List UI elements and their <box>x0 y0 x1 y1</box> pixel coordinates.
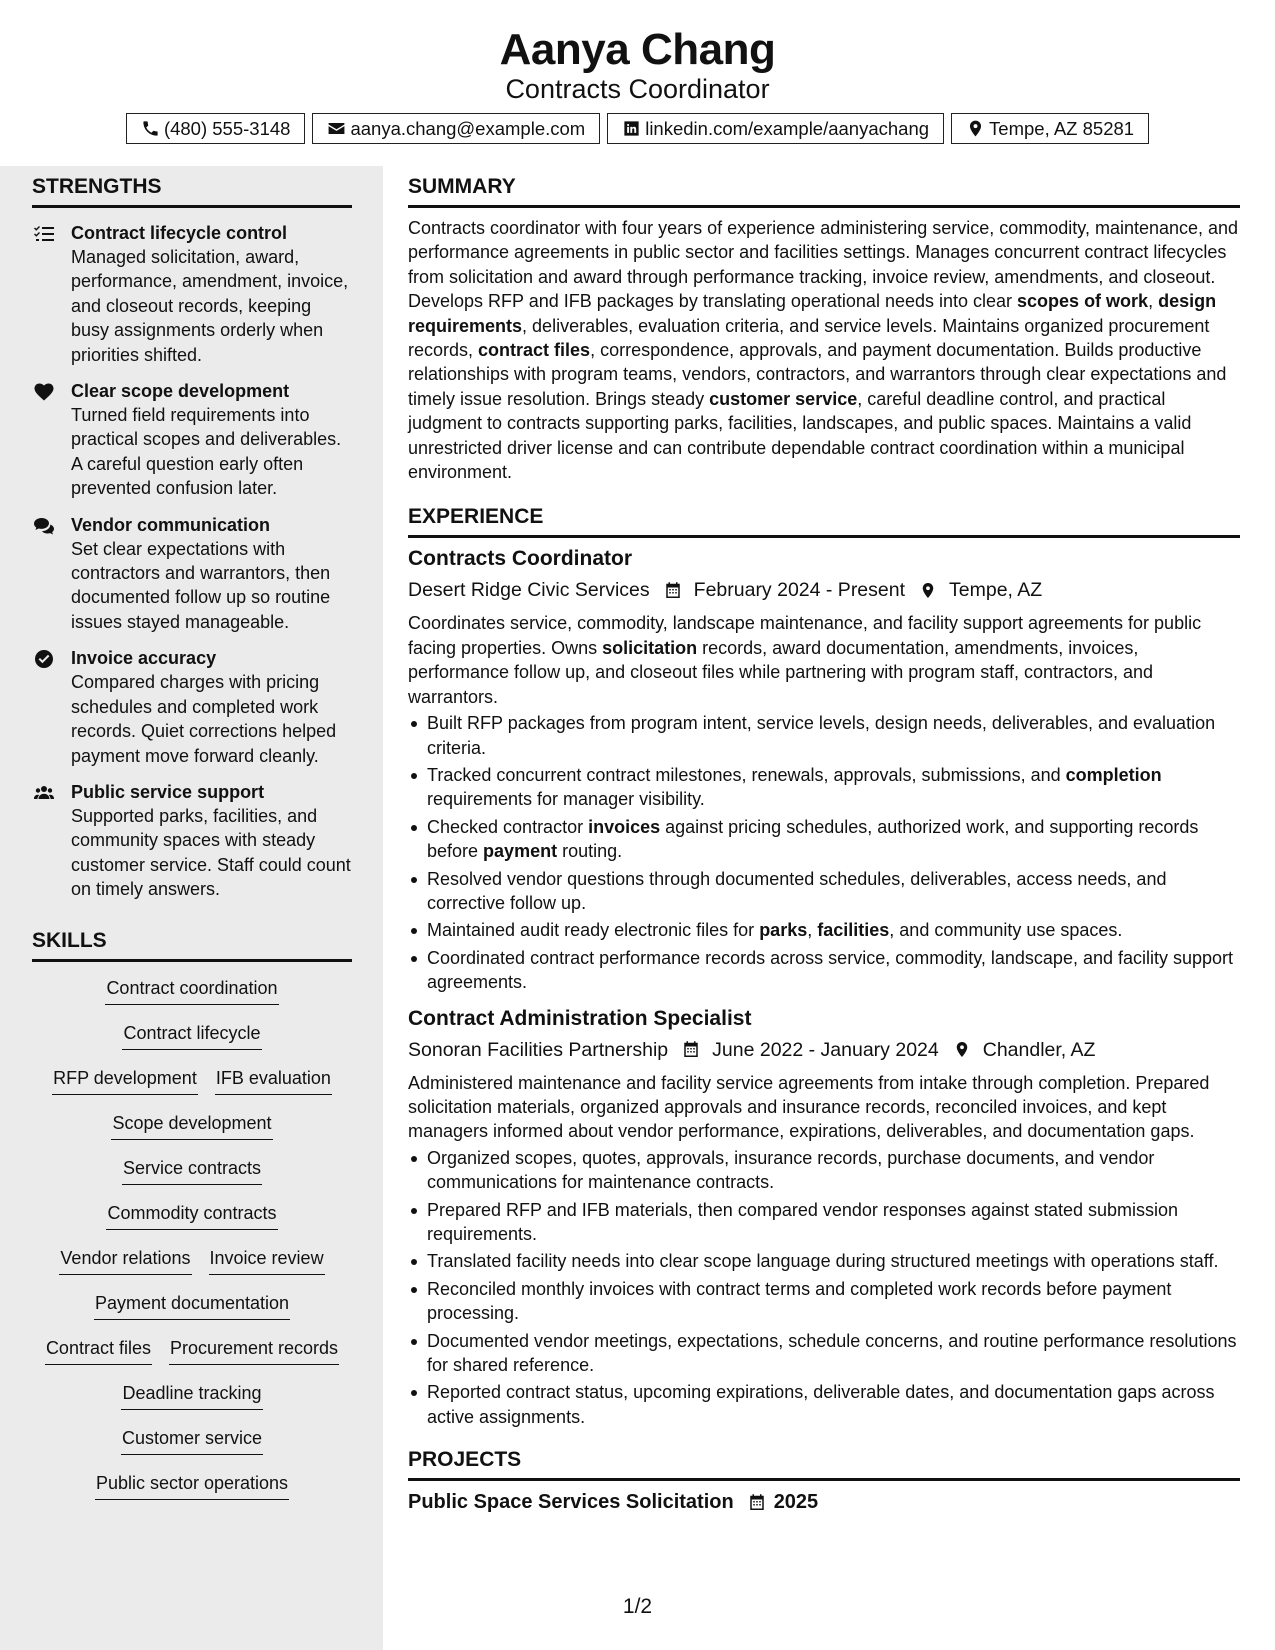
strength-desc: Turned field requirements into practical scopes and deliverables. A careful question early often prevented confusion later. <box>71 405 342 499</box>
skill-row <box>32 1471 352 1516</box>
job-entry <box>408 544 1240 994</box>
strength-item <box>32 513 352 635</box>
text-run: Contracts coordinator with four years of experience administering service, commodity, maintenance, and performance agreements in public sector and facilities settings. Manages concurrent contract lifecycles from solicitation and award through performance tracking, invoice review, amendments, and closeout. Develops RFP and IFB packages by translating operational needs into clear <box>408 218 1239 312</box>
heart-icon <box>34 383 54 401</box>
text-run: Administered maintenance and facility service agreements from intake through completion. Prepared solicitation materials, organized approvals and insurance records, reconciled invoices, and kept managers informed about vendor performance, expirations, deliverables, and documentation gaps. <box>408 1072 1210 1142</box>
job-company: Desert Ridge Civic Services <box>408 579 650 602</box>
skill-tag: Payment documentation <box>94 1291 290 1320</box>
text-run: Coordinates service, commodity, landscape maintenance, and facility support agreements for public facing properties. Owns <box>408 613 1202 658</box>
strength-item <box>32 379 352 501</box>
bullet-item <box>408 1380 1240 1429</box>
strength-desc: Compared charges with pricing schedules and completed work records. Quiet corrections helped payment move forward cleanly. <box>71 672 337 766</box>
envelope-icon <box>327 119 346 138</box>
strength-item <box>32 646 352 768</box>
phone-icon <box>141 119 160 138</box>
skill-row <box>32 1426 352 1471</box>
bullet-item <box>408 918 1240 942</box>
project-item <box>408 1487 1240 1517</box>
job-description <box>408 611 1240 709</box>
map-pin-icon <box>966 119 985 138</box>
summary-heading: SUMMARY <box>408 174 1240 208</box>
skill-row <box>32 1066 352 1111</box>
bold-phrase: design requirements <box>408 291 1217 336</box>
bold-phrase: parks <box>759 920 808 941</box>
skill-tag: Contract coordination <box>105 976 278 1005</box>
skill-tag: Contract files <box>45 1336 152 1365</box>
strength-desc: Supported parks, facilities, and community spaces with steady customer service. Staff could count on timely answers. <box>71 805 351 900</box>
sidebar <box>0 166 383 1650</box>
text-run: requirements for manager visibility. <box>427 789 705 810</box>
job-bullets <box>408 1146 1240 1429</box>
job-title: Contract Administration Specialist <box>408 1006 752 1030</box>
project-title: Public Space Services Solicitation <box>408 1491 734 1514</box>
candidate-name: Aanya Chang <box>499 25 776 74</box>
skill-tag: Customer service <box>121 1426 263 1455</box>
job-meta <box>408 575 1240 605</box>
bullet-item <box>408 1146 1240 1195</box>
skill-tag: Deadline tracking <box>121 1381 262 1410</box>
linkedin-text: linkedin.com/example/aanyachang <box>645 117 930 139</box>
text-run: routing. <box>557 841 623 862</box>
contact-phone[interactable] <box>126 113 306 144</box>
text-run: , and community use spaces. <box>889 920 1123 941</box>
skill-tag: Public sector operations <box>95 1471 289 1500</box>
resume-header <box>0 0 1275 166</box>
job-entry <box>408 1004 1240 1430</box>
bold-phrase: payment <box>483 841 558 862</box>
check-circle-icon <box>34 650 54 668</box>
bold-phrase: contract files <box>478 340 591 361</box>
skill-tag: Scope development <box>111 1111 272 1140</box>
job-meta <box>408 1035 1240 1065</box>
bold-phrase: solicitation <box>602 637 698 658</box>
users-icon <box>34 784 54 802</box>
strengths-list <box>32 221 352 902</box>
job-title: Contracts Coordinator <box>408 547 633 571</box>
bold-phrase: scopes of work <box>1017 291 1149 312</box>
text-run: Documented vendor meetings, expectations, schedule concerns, and routine performance resolutions for shared reference. <box>427 1330 1237 1376</box>
job-dates: February 2024 - Present <box>693 579 906 602</box>
jobs-list <box>408 544 1240 1429</box>
strength-title: Contract lifecycle control <box>71 223 288 243</box>
skill-tag: RFP development <box>52 1066 198 1095</box>
skill-tag: Vendor relations <box>59 1246 191 1275</box>
contact-email[interactable] <box>312 113 600 144</box>
skill-row <box>32 976 352 1021</box>
skill-row <box>32 1021 352 1066</box>
text-run: Prepared RFP and IFB materials, then compared vendor responses against stated submission requirements. <box>427 1199 1179 1244</box>
strength-title: Invoice accuracy <box>71 648 217 669</box>
skill-row <box>32 1291 352 1336</box>
bold-phrase: customer service <box>709 388 858 409</box>
calendar-icon <box>682 1040 700 1059</box>
skill-row <box>32 1381 352 1426</box>
project-year: 2025 <box>773 1491 819 1514</box>
bullet-item <box>408 1329 1240 1378</box>
skill-row <box>32 1156 352 1201</box>
strength-title: Public service support <box>71 781 265 802</box>
map-pin-icon <box>953 1040 971 1059</box>
text-run: against pricing schedules, authorized work, and supporting records before <box>427 816 1199 862</box>
strength-desc: Set clear expectations with contractors and warrantors, then documented follow up so routine issues stayed manageable. <box>71 538 331 632</box>
skills-list <box>32 976 352 1516</box>
bold-phrase: completion <box>1065 764 1162 785</box>
strength-title: Vendor communication <box>71 514 271 535</box>
text-run: Coordinated contract performance records across service, commodity, landscape, and facility support agreements. <box>427 947 1234 993</box>
strength-item <box>32 221 352 367</box>
text-run: Maintained audit ready electronic files for <box>427 920 760 941</box>
text-run: records, award documentation, amendments, invoices, performance follow up, and closeout files while partnering with program staff, contractors, and warrantors. <box>408 637 1154 707</box>
contact-location[interactable] <box>951 113 1149 144</box>
map-pin-icon <box>919 581 937 600</box>
job-bullets <box>408 711 1240 994</box>
skill-tag: Commodity contracts <box>106 1201 277 1230</box>
main-column <box>408 166 1240 1517</box>
job-company: Sonoran Facilities Partnership <box>408 1038 669 1061</box>
bullet-item <box>408 763 1240 812</box>
text-run: , correspondence, approvals, and payment documentation. Builds productive relationships with program teams, vendors, contractors, and warrantors through clear expectations and timely issue resolution. Brings steady <box>408 340 1227 409</box>
page-number: 1/2 <box>622 1595 653 1618</box>
skill-row <box>32 1246 352 1291</box>
bullet-item <box>408 946 1240 995</box>
calendar-icon <box>748 1493 766 1512</box>
bold-phrase: facilities <box>817 920 890 941</box>
location-text: Tempe, AZ 85281 <box>989 117 1135 139</box>
skill-tag: Service contracts <box>122 1156 262 1185</box>
contact-bar <box>0 113 1275 144</box>
strength-desc: Managed solicitation, award, performance, amendment, invoice, and closeout records, keeping busy assignments orderly when priorities shifted. <box>71 247 349 365</box>
contact-linkedin[interactable] <box>607 113 944 144</box>
bullet-item <box>408 1198 1240 1247</box>
job-description <box>408 1071 1240 1144</box>
skills-heading: SKILLS <box>32 928 352 962</box>
job-dates: June 2022 - January 2024 <box>712 1038 939 1061</box>
text-run: Resolved vendor questions through documented schedules, deliverables, access needs, and corrective follow up. <box>427 868 1167 913</box>
job-location: Chandler, AZ <box>982 1038 1096 1061</box>
strengths-heading: STRENGTHS <box>32 174 352 208</box>
bullet-item <box>408 815 1240 864</box>
text-run: Organized scopes, quotes, approvals, insurance records, purchase documents, and vendor communications for maintenance contracts. <box>427 1147 1155 1193</box>
bullet-item <box>408 867 1240 916</box>
skill-row <box>32 1201 352 1246</box>
skill-row <box>32 1336 352 1381</box>
job-location: Tempe, AZ <box>949 579 1043 602</box>
linkedin-icon <box>622 119 641 138</box>
experience-heading: EXPERIENCE <box>408 504 1240 538</box>
skill-tag: Contract lifecycle <box>122 1021 261 1050</box>
skill-tag: Procurement records <box>169 1336 339 1365</box>
skill-row <box>32 1111 352 1156</box>
text-run: Reported contract status, upcoming expirations, deliverable dates, and documentation gaps across active assignments. <box>427 1382 1215 1427</box>
text-run: Checked contractor <box>427 816 589 837</box>
candidate-role: Contracts Coordinator <box>505 74 770 104</box>
skill-tag: Invoice review <box>209 1246 325 1275</box>
projects-heading: PROJECTS <box>408 1447 1240 1481</box>
text-run: , careful deadline control, and practical judgment to contracts supporting parks, facilities, landscapes, and public spaces. Maintains a valid unrestricted driver license and can contribute dependable contract coordination within a municipal environment. <box>408 388 1192 483</box>
skill-tag: IFB evaluation <box>215 1066 332 1095</box>
bullet-item <box>408 1277 1240 1326</box>
phone-text: (480) 555-3148 <box>163 117 291 139</box>
strength-item <box>32 780 352 902</box>
bullet-item <box>408 711 1240 760</box>
strength-title: Clear scope development <box>71 381 290 402</box>
text-run: Translated facility needs into clear scope language during structured meetings with operations staff. <box>427 1251 1219 1272</box>
checklist-icon <box>34 225 54 243</box>
summary-text <box>408 216 1240 484</box>
text-run: Reconciled monthly invoices with contract terms and completed work records before payment processing. <box>427 1278 1172 1324</box>
text-run: , deliverables, evaluation criteria, and service levels. Maintains organized procurement records, <box>408 315 1210 361</box>
bold-phrase: invoices <box>588 816 661 837</box>
text-run: Built RFP packages from program intent, service levels, design needs, deliverables, and evaluation criteria. <box>427 713 1216 758</box>
chat-bubbles-icon <box>34 517 54 535</box>
text-run: , <box>807 920 818 941</box>
calendar-icon <box>664 581 682 600</box>
bullet-item <box>408 1249 1240 1273</box>
email-text: aanya.chang@example.com <box>350 117 586 139</box>
text-run: , <box>1148 291 1159 312</box>
text-run: Tracked concurrent contract milestones, renewals, approvals, submissions, and <box>427 764 1066 785</box>
